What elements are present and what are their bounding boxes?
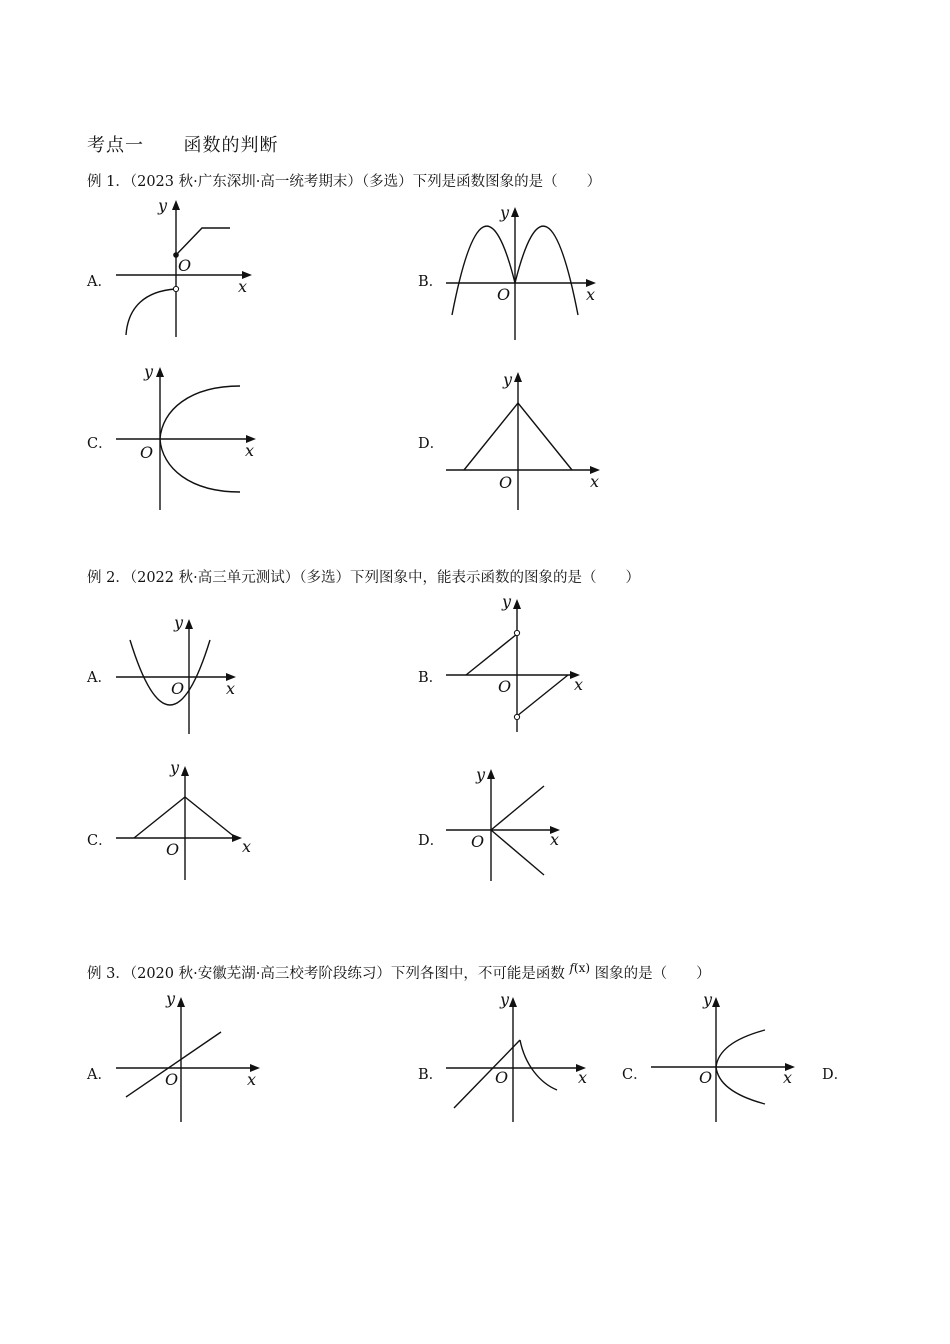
origin-label: O	[140, 443, 154, 462]
y-axis-arrow	[712, 997, 720, 1007]
curve-upper	[176, 228, 230, 255]
example-source: （2020 秋·安徽芜湖·高三校考阶段练习）	[129, 966, 391, 982]
ex1-graph-d	[440, 365, 610, 515]
y-axis-arrow	[185, 619, 193, 629]
segment-left	[466, 634, 517, 675]
y-axis-arrow	[156, 367, 164, 377]
x-label: x	[590, 472, 600, 491]
y-axis-arrow	[511, 207, 519, 217]
example-prefix: 例 2．	[87, 570, 130, 586]
y-label: y	[500, 203, 510, 222]
x-label: x	[550, 830, 560, 849]
example-question-text: 下列各图中，不可能是函数	[390, 966, 565, 982]
example-question-text-end: 图象的是（ ）	[594, 966, 711, 982]
ex1-option-a-label: A．	[87, 274, 112, 290]
function-notation: f(x)	[569, 961, 591, 975]
open-point-bottom	[514, 714, 519, 719]
ray-up	[491, 786, 544, 830]
parabola	[130, 640, 210, 705]
y-label: y	[158, 196, 168, 215]
y-label: y	[503, 370, 513, 389]
ex3-option-d-label: D．	[822, 1067, 849, 1083]
ex3-graph-c	[645, 990, 805, 1125]
example-question-text: 下列是函数图象的是（ ）	[412, 174, 602, 190]
ex2-option-c-label: C．	[87, 833, 113, 849]
ex3-option-c-label: C．	[622, 1067, 648, 1083]
y-label: y	[476, 765, 486, 784]
y-axis-arrow	[487, 769, 495, 779]
segment-right	[517, 675, 568, 716]
x-label: x	[247, 1070, 257, 1089]
x-label: x	[226, 679, 236, 698]
x-label: x	[574, 675, 584, 694]
ex1-graph-b	[440, 200, 610, 345]
open-point-top	[514, 630, 519, 635]
ex2-option-d-label: D．	[418, 833, 445, 849]
y-axis-arrow	[514, 372, 522, 382]
ex2-option-b-label: B．	[418, 670, 444, 686]
open-point	[173, 286, 178, 291]
x-label: x	[586, 285, 596, 304]
ex2-option-a-label: A．	[87, 670, 112, 686]
y-label: y	[166, 989, 176, 1008]
hump-right	[515, 226, 578, 315]
example-source: （2023 秋·广东深圳·高一统考期末）	[129, 174, 362, 190]
rising-line	[454, 1040, 520, 1108]
section-title: 函数的判断	[183, 135, 279, 156]
y-label: y	[500, 990, 510, 1009]
origin-label: O	[497, 285, 511, 304]
y-axis-arrow	[509, 997, 517, 1007]
example-1-question	[87, 170, 601, 191]
origin-label: O	[499, 473, 513, 492]
ex1-graph-a	[110, 195, 270, 345]
example-2-question	[87, 566, 640, 587]
x-label: x	[578, 1068, 588, 1087]
ray-down	[491, 830, 544, 875]
y-axis-arrow	[513, 599, 521, 609]
example-source: （2022 秋·高三单元测试）	[129, 570, 300, 586]
y-label: y	[174, 613, 184, 632]
ex3-option-a-label: A．	[87, 1067, 112, 1083]
curve-lower	[126, 289, 176, 335]
y-axis-arrow	[181, 766, 189, 776]
origin-label: O	[178, 256, 192, 275]
y-axis-arrow	[177, 997, 185, 1007]
origin-label: O	[171, 679, 185, 698]
ex2-graph-d	[440, 764, 575, 886]
ex3-graph-b	[440, 990, 600, 1125]
y-label: y	[144, 362, 154, 381]
origin-label: O	[498, 677, 512, 696]
x-label: x	[238, 277, 248, 296]
closed-point	[173, 252, 179, 258]
ex2-graph-c	[110, 760, 260, 885]
x-label: x	[783, 1068, 793, 1087]
example-tag: （多选）	[361, 174, 413, 190]
section-heading	[87, 131, 278, 157]
ex1-option-b-label: B．	[418, 274, 444, 290]
ex3-option-b-label: B．	[418, 1067, 444, 1083]
example-tag: （多选）	[299, 570, 350, 586]
example-question-text: 下列图象中，能表示函数的图象的是（ ）	[349, 570, 640, 586]
example-3-question	[87, 962, 711, 983]
decay-curve	[520, 1040, 557, 1090]
ex3-graph-a	[110, 990, 270, 1125]
origin-label: O	[166, 840, 180, 859]
origin-label: O	[699, 1068, 713, 1087]
y-axis-arrow	[172, 200, 180, 210]
y-label: y	[502, 592, 512, 611]
ex1-option-c-label: C．	[87, 436, 113, 452]
y-label: y	[170, 758, 180, 777]
origin-label: O	[495, 1068, 509, 1087]
ex1-graph-c	[110, 360, 270, 515]
example-prefix: 例 1．	[87, 174, 130, 190]
example-prefix: 例 3．	[87, 966, 130, 982]
origin-label: O	[165, 1070, 179, 1089]
ex1-option-d-label: D．	[418, 436, 445, 452]
x-label: x	[242, 837, 252, 856]
y-label: y	[703, 990, 713, 1009]
ex2-graph-b	[440, 592, 600, 737]
origin-label: O	[471, 832, 485, 851]
ex2-graph-a	[110, 610, 260, 740]
section-label: 考点一	[87, 135, 144, 156]
x-label: x	[245, 441, 255, 460]
